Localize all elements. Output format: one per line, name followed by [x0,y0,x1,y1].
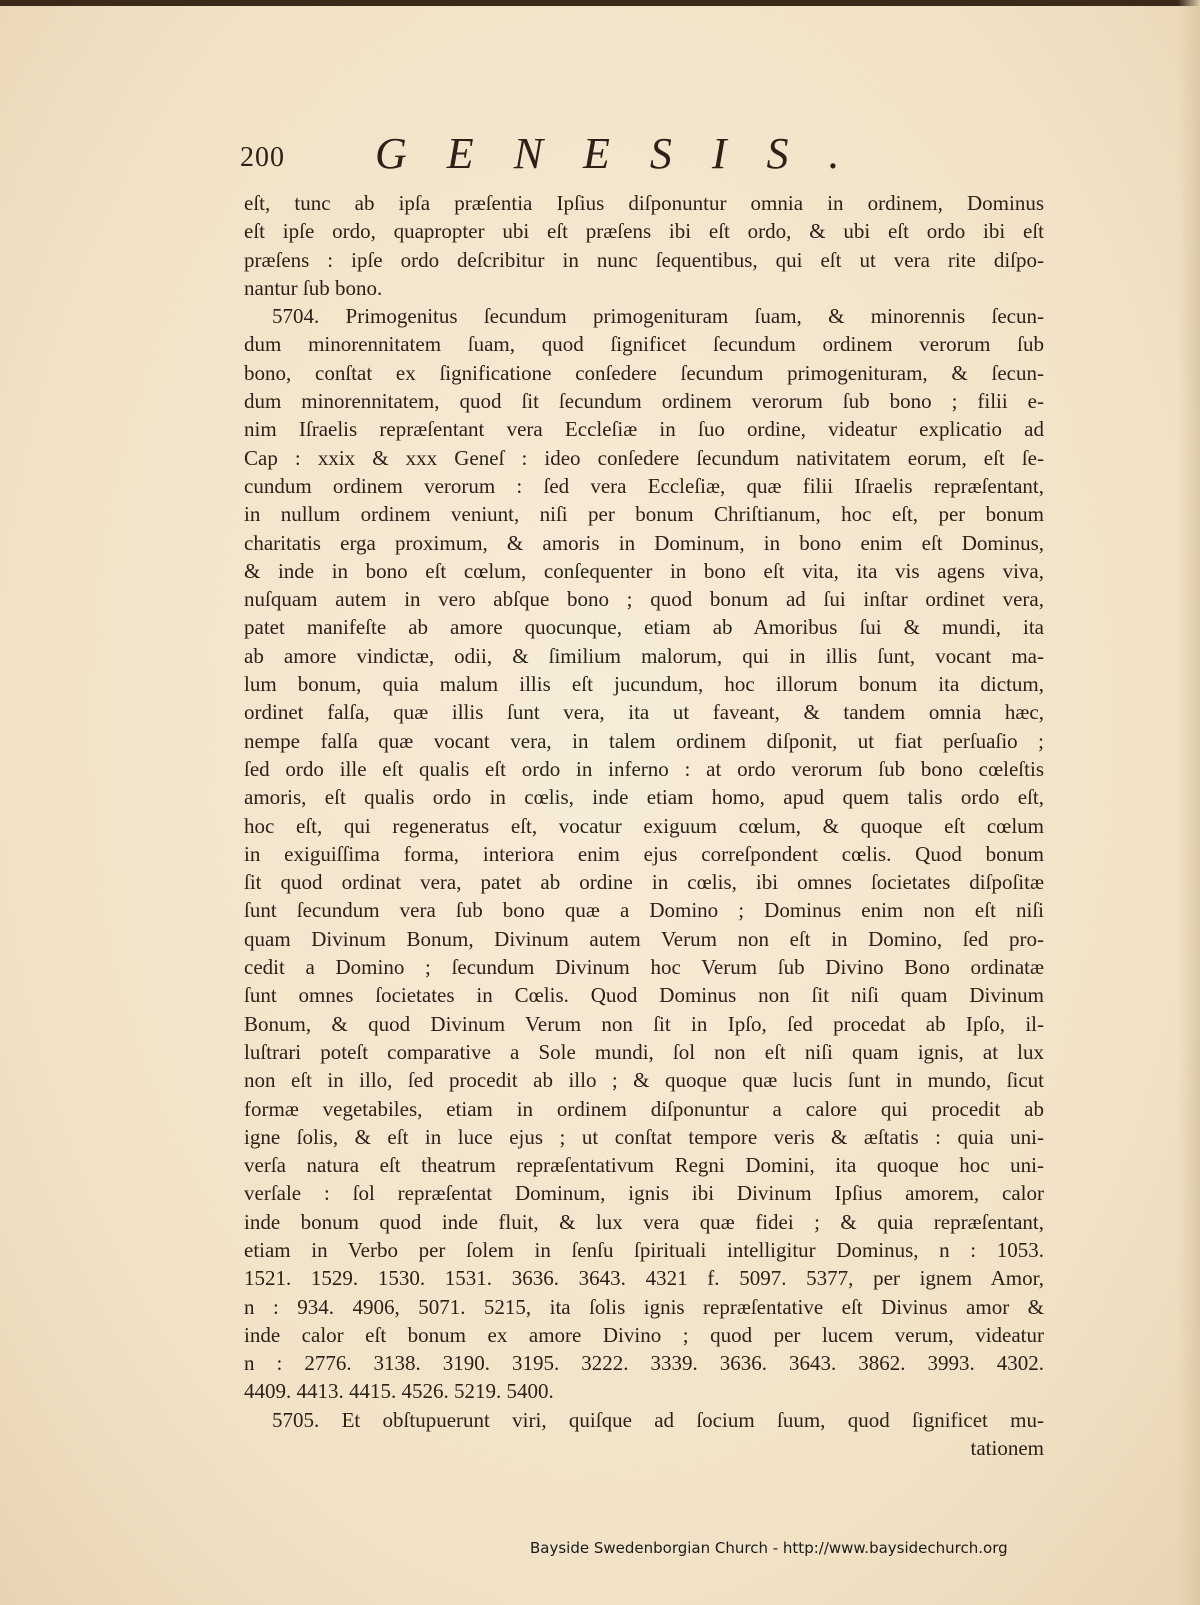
running-title: GENESIS. [375,129,880,178]
text-line: in nullum ordinem veniunt, niſi per bonum Chriſtianum, hoc eſt, per bonum [244,502,1044,527]
text-line: charitatis erga proximum, & amoris in Dominum, in bono enim eſt Dominus, [244,530,1044,555]
text-line: bono, conſtat ex ſignificatione conſedere ſecundum primogenituram, & ſecun- [244,360,1044,385]
text-line: 1521. 1529. 1530. 1531. 3636. 3643. 4321 f. 5097. 5377, per ignem Amor, [244,1266,1044,1291]
text-line: nim Iſraelis repræſentant vera Eccleſiæ in ſuo ordine, videatur explicatio ad [244,417,1044,442]
text-line: præſens : ipſe ordo deſcribitur in nunc ſequentibus, qui eſt ut vera rite diſpo- [244,247,1044,272]
text-line: ab amore vindictæ, odii, & ſimilium malorum, qui in illis ſunt, vocant ma- [244,643,1044,668]
text-line: & inde in bono eſt cœlum, conſequenter in bono eſt vita, ita vis agens viva, [244,558,1044,583]
page-gutter-shadow [1178,0,1200,1605]
body-text [244,189,1044,1462]
text-line: ſunt omnes ſocietates in Cœlis. Quod Dominus non ſit niſi quam Divinum [244,983,1044,1008]
text-line: inde calor eſt bonum ex amore Divino ; quod per lucem verum, videatur [244,1322,1044,1347]
text-line: igne ſolis, & eſt in luce ejus ; ut conſtat tempore veris & æſtatis : quia uni- [244,1124,1044,1149]
page-number: 200 [240,142,285,173]
text-line: eſt ipſe ordo, quapropter ubi eſt præſens ibi eſt ordo, & ubi eſt ordo ibi eſt [244,219,1044,244]
text-line: 4409. 4413. 4415. 4526. 5219. 5400. [244,1379,554,1404]
text-line: eſt, tunc ab ipſa præſentia Ipſius diſponuntur omnia in ordinem, Dominus [244,191,1044,215]
text-line: patet manifeſte ab amore quocunque, etiam ab Amoribus ſui & mundi, ita [244,615,1044,640]
text-line: non eſt in illo, ſed procedit ab illo ; & quoque quæ lucis ſunt in mundo, ſicut [244,1068,1044,1093]
footer-credit: Bayside Swedenborgian Church - http://www.baysidechurch.org [530,1539,1008,1557]
text-line: in exiguiſſima forma, interiora enim ejus correſpondent cœlis. Quod bonum [244,841,1044,866]
paragraph-start-5705: 5705. Et obſtupuerunt viri, quiſque ad ſocium ſuum, quod ſignificet mu- [272,1407,1044,1432]
text-line: Bonum, & quod Divinum Verum non ſit in Ipſo, ſed procedat ab Ipſo, il- [244,1011,1044,1036]
text-line: n : 2776. 3138. 3190. 3195. 3222. 3339. 3636. 3643. 3862. 3993. 4302. [244,1351,1044,1376]
catchword: tationem [970,1436,1044,1461]
text-line: nuſquam autem in vero abſque bono ; quod bonum ad ſui inſtar ordinet vera, [244,587,1044,612]
text-line: formæ vegetabiles, etiam in ordinem diſponuntur a calore qui procedit ab [244,1096,1044,1121]
text-line: nempe falſa quæ vocant vera, in talem ordinem diſponit, ut fiat perſuaſio ; [244,728,1044,753]
text-line: ſit quod ordinat vera, patet ab ordine in cœlis, ibi omnes ſocietates diſpoſitæ [244,870,1044,895]
text-line: verſa natura eſt theatrum repræſentativum Regni Domini, ita quoque hoc uni- [244,1153,1044,1178]
text-line: nantur ſub bono. [244,275,383,300]
text-line: dum minorennitatem ſuam, quod ſignificet ſecundum ordinem verorum ſub [244,332,1044,357]
text-line: cedit a Domino ; ſecundum Divinum hoc Verum ſub Divino Bono ordinatæ [244,955,1044,980]
text-line: cundum ordinem verorum : ſed vera Eccleſiæ, quæ filii Iſraelis repræſentant, [244,473,1044,498]
paragraph-start-5704: 5704. Primogenitus ſecundum primogenituram ſuam, & minorennis ſecun- [272,304,1044,329]
text-line: hoc eſt, qui regeneratus eſt, vocatur exiguum cœlum, & quoque eſt cœlum [244,813,1044,838]
text-line: inde bonum quod inde fluit, & lux vera quæ fidei ; & quia repræſentant, [244,1209,1044,1234]
text-line: Cap : xxix & xxx Geneſ : ideo conſedere ſecundum nativitatem eorum, eſt ſe- [244,445,1044,470]
text-line: dum minorennitatem, quod ſit ſecundum ordinem verorum ſub bono ; filii e- [244,389,1044,414]
text-line: lum bonum, quia malum illis eſt jucundum, hoc illorum bonum ita dictum, [244,672,1044,697]
text-line: ſed ordo ille eſt qualis eſt ordo in inferno : at ordo verorum ſub bono cœleſtis [244,756,1044,781]
scan-top-edge [0,0,1200,6]
page-header [240,128,1040,188]
text-line: ordinet falſa, quæ illis ſunt vera, ita ut faveant, & tandem omnia hæc, [244,700,1044,725]
text-line: luſtrari poteſt comparative a Sole mundi, ſol non eſt niſi quam ignis, at lux [244,1039,1044,1064]
text-line: n : 934. 4906, 5071. 5215, ita ſolis ignis repræſentative eſt Divinus amor & [244,1294,1044,1319]
text-line: ſunt ſecundum vera ſub bono quæ a Domino ; Dominus enim non eſt niſi [244,898,1044,923]
text-line: etiam in Verbo per ſolem in ſenſu ſpirituali intelligitur Dominus, n : 1053. [244,1237,1044,1262]
text-line: verſale : ſol repræſentat Dominum, ignis ibi Divinum Ipſius amorem, calor [244,1181,1044,1206]
text-line: quam Divinum Bonum, Divinum autem Verum non eſt in Domino, ſed pro- [244,926,1044,951]
text-line: amoris, eſt qualis ordo in cœlis, inde etiam homo, apud quem talis ordo eſt, [244,785,1044,810]
